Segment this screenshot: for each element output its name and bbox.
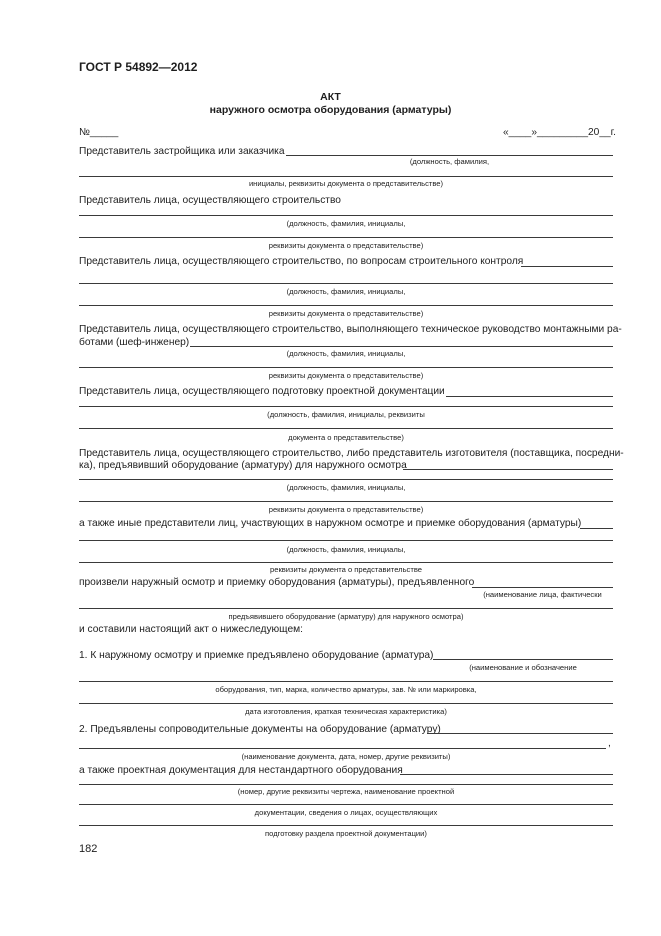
section-inspection-performed: произвели наружный осмотр и приемку оборудования (арматуры), предъявленного: [79, 577, 475, 588]
fill-line[interactable]: [190, 346, 613, 347]
item-2-design-documents: а также проектная документация для нестандартного оборудования: [79, 765, 403, 776]
hint-text: реквизиты документа о представительстве): [268, 505, 424, 514]
hint-text: (должность, фамилия, инициалы, реквизиты: [267, 410, 425, 419]
section-construction-control-representative: Представитель лица, осуществляющего строительство, по вопросам строительного контроля: [79, 256, 524, 267]
fill-line[interactable]: [79, 804, 613, 805]
hint-text: (наименование документа, дата, номер, другие реквизиты): [241, 752, 451, 761]
fill-line[interactable]: [79, 784, 613, 785]
fill-line[interactable]: [79, 367, 613, 368]
fill-line[interactable]: [79, 305, 613, 306]
section-chief-engineer-line2: ботами (шеф-инженер): [79, 337, 190, 348]
hint-text: подготовку раздела проектной документации): [265, 829, 427, 838]
fill-line[interactable]: [79, 562, 613, 563]
hint-text: дата изготовления, краткая техническая характеристика): [245, 707, 447, 716]
fill-line[interactable]: [79, 608, 613, 609]
hint-text: (номер, другие реквизиты чертежа, наименование проектной: [237, 787, 455, 796]
page-number: 182: [79, 843, 98, 855]
fill-line[interactable]: [79, 825, 613, 826]
fill-line[interactable]: [446, 396, 613, 397]
hint-text: инициалы, реквизиты документа о представительстве): [248, 179, 444, 188]
fill-line[interactable]: [79, 681, 613, 682]
hint-text: (должность, фамилия, инициалы,: [286, 287, 406, 296]
fill-line[interactable]: [79, 176, 613, 177]
fill-line[interactable]: [521, 266, 613, 267]
document-header: ГОСТ Р 54892—2012: [79, 60, 198, 74]
fill-line[interactable]: [79, 428, 613, 429]
hint-text: (наименование лица, фактически: [483, 590, 602, 599]
hint-text: реквизиты документа о представительстве: [270, 565, 422, 574]
section-builder-representative: Представитель лица, осуществляющего строительство: [79, 195, 341, 206]
hint-text: (должность, фамилия, инициалы,: [286, 545, 406, 554]
section-other-representatives: а также иные представители лиц, участвующих в наружном осмотре и приемке оборудования (арматуры): [79, 518, 582, 529]
hint-text: реквизиты документа о представительстве): [268, 371, 424, 380]
hint-text: реквизиты документа о представительстве): [268, 309, 424, 318]
comma-mark: ,: [608, 738, 611, 749]
hint-text: (наименование и обозначение: [469, 663, 577, 672]
fill-line[interactable]: [472, 587, 613, 588]
fill-line[interactable]: [433, 659, 613, 660]
section-design-representative: Представитель лица, осуществляющего подготовку проектной документации: [79, 386, 445, 397]
hint-text: документа о представительстве): [288, 433, 404, 442]
fill-line[interactable]: [286, 155, 613, 156]
fill-line[interactable]: [79, 283, 613, 284]
act-number-label: №_____: [79, 127, 119, 138]
section-chief-engineer-line1: Представитель лица, осуществляющего строительство, выполняющего техническое руководство монтажными ра-: [79, 324, 622, 335]
section-customer-representative: Представитель застройщика или заказчика: [79, 146, 285, 157]
item-1-equipment: 1. К наружному осмотру и приемке предъявлено оборудование (арматура): [79, 650, 434, 661]
fill-line[interactable]: [79, 540, 613, 541]
act-title: АКТ: [320, 91, 341, 103]
fill-line[interactable]: [79, 479, 613, 480]
item-2-documents: 2. Предъявлены сопроводительные документы на оборудование (арматуру): [79, 724, 441, 735]
act-conclusion-intro: и составили настоящий акт о нижеследующем:: [79, 624, 303, 635]
act-subtitle: наружного осмотра оборудования (арматуры): [209, 104, 452, 116]
hint-text: (должность, фамилия, инициалы,: [286, 219, 406, 228]
hint-text: (должность, фамилия, инициалы,: [286, 483, 406, 492]
fill-line[interactable]: [79, 703, 613, 704]
fill-line[interactable]: [79, 215, 613, 216]
fill-line[interactable]: [79, 406, 613, 407]
fill-line[interactable]: [427, 733, 613, 734]
hint-text: (должность, фамилия, инициалы,: [286, 349, 406, 358]
fill-line[interactable]: [79, 748, 606, 749]
fill-line[interactable]: [400, 774, 613, 775]
fill-line[interactable]: [79, 237, 613, 238]
fill-line[interactable]: [403, 469, 613, 470]
section-supplier-representative-line2: ка), предъявивший оборудование (арматуру) для наружного осмотра: [79, 460, 407, 471]
act-date-label: «____»_________20__г.: [503, 127, 616, 138]
hint-text: документации, сведения о лицах, осуществляющих: [254, 808, 438, 817]
hint-text: реквизиты документа о представительстве): [268, 241, 424, 250]
fill-line[interactable]: [79, 501, 613, 502]
fill-line[interactable]: [580, 528, 613, 529]
section-supplier-representative-line1: Представитель лица, осуществляющего строительство, либо представитель изготовителя (поставщика, посредни-: [79, 448, 624, 459]
hint-text: предъявившего оборудование (арматуру) для наружного осмотра): [228, 612, 464, 621]
hint-text: оборудования, тип, марка, количество арматуры, зав. № или маркировка,: [215, 685, 477, 694]
hint-text: (должность, фамилия,: [409, 157, 490, 166]
